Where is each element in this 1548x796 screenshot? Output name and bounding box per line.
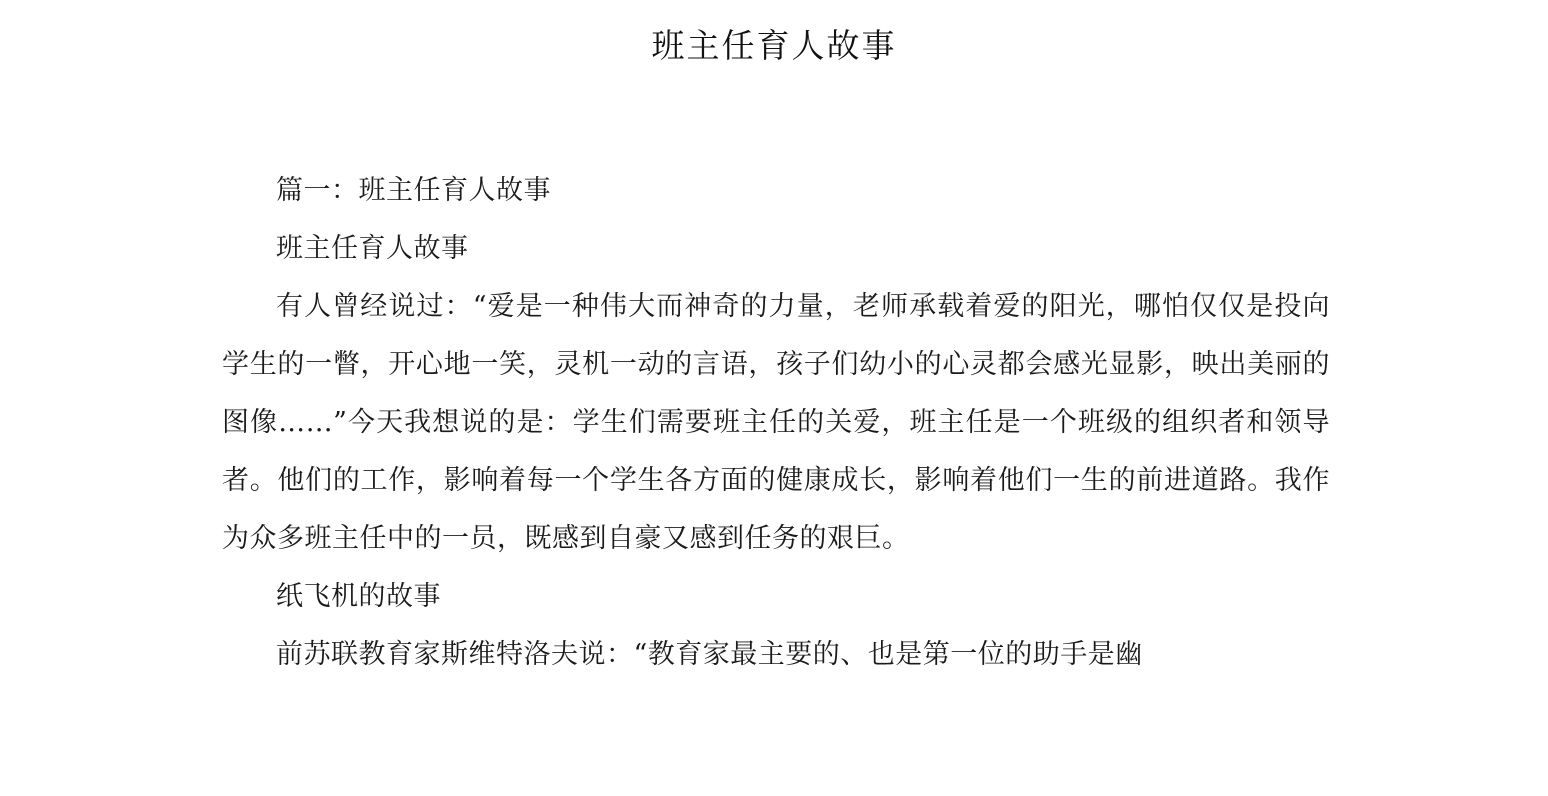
paragraph-subheading-title: 班主任育人故事	[276, 232, 469, 264]
paragraph-opening-quote: 有人曾经说过：“爱是一种伟大而神奇的力量，老师承载着爱的阳光，哪怕仅仅是投向学生的一瞥，开心地一笑，灵机一动的言语，孩子们幼小的心灵都会感光显影，映出美丽的图像……”今天我想说的是：学生们需要班主任的关爱，班主任是一个班级的组织者和领导者。他们的工作，影响着每一个学生各方面的健康成长，影响着他们一生的前进道路。我作为众多班主任中的一员，既感到自豪又感到任务的艰巨。	[222, 290, 1330, 554]
page-title: 班主任育人故事	[651, 26, 897, 65]
paragraph-sukhomlinsky: 前苏联教育家斯维特洛夫说：“教育家最主要的、也是第一位的助手是幽	[276, 638, 1143, 670]
document-page	[0, 26, 1548, 796]
document-body	[0, 162, 1548, 684]
paragraph-heading-pian-yi: 篇一：班主任育人故事	[276, 174, 551, 206]
paragraph-subheading-paper-plane: 纸飞机的故事	[276, 580, 441, 612]
